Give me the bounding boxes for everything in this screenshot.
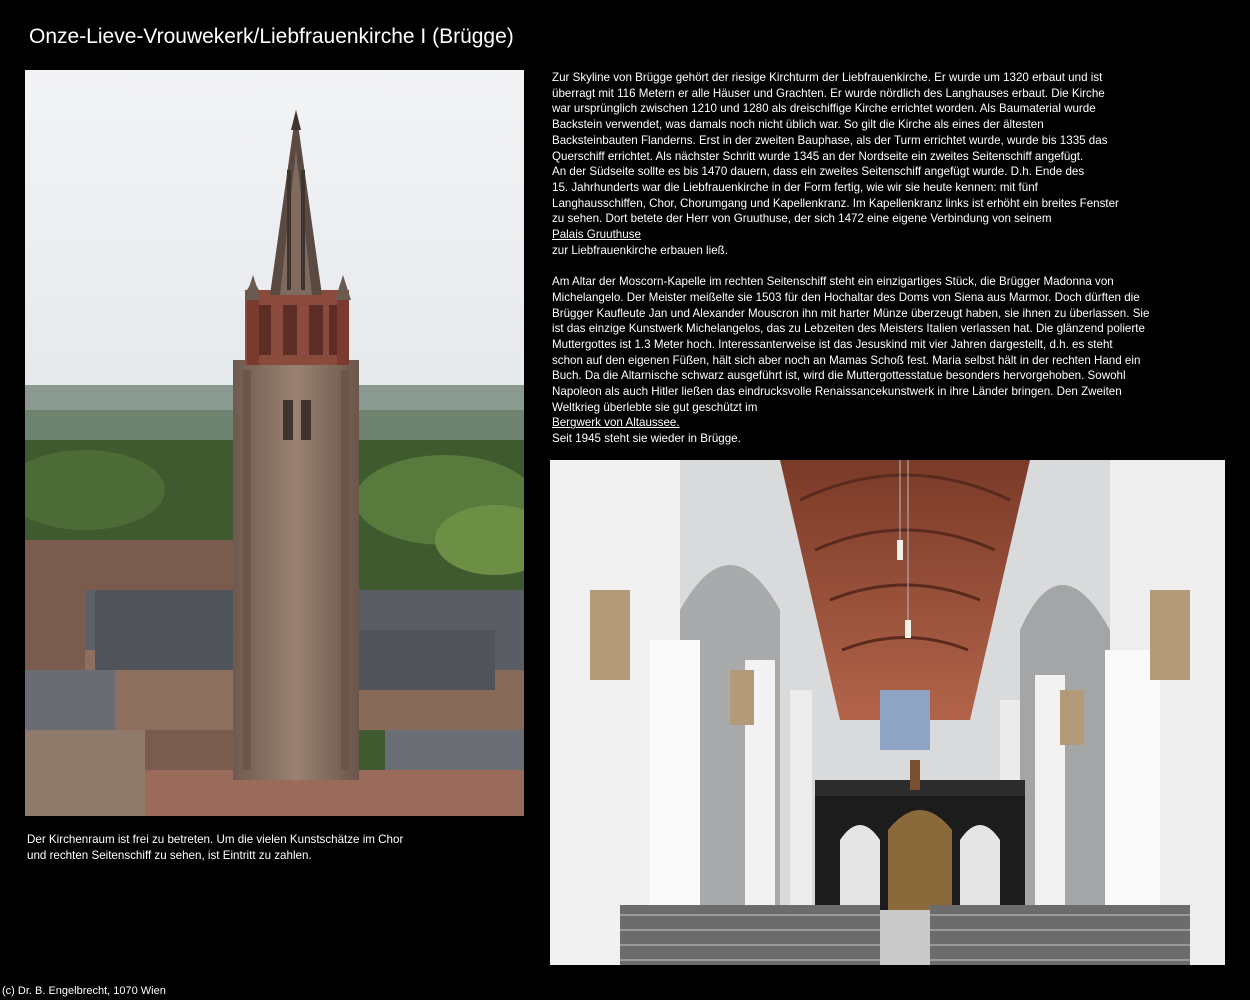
text-line: zu sehen. Dort betete der Herr von Gruuthuse, der sich 1472 eine eigene Verbindung von seinem — [552, 212, 1052, 226]
text-line: Zur Skyline von Brügge gehört der riesige Kirchturm der Liebfrauenkirche. Er wurde um 1320 erbaut und ist — [552, 71, 1103, 84]
text-line: Backstein verwendet, was damals noch nicht üblich war. So gilt die Kirche als eines der ältesten — [552, 118, 1044, 132]
text-line: Backsteinbauten Flanderns. Erst in der zweiten Bauphase, als der Turm errichtet wurde, wurde bis 1335 das — [552, 133, 1108, 147]
caption-line: Der Kirchenraum ist frei zu betreten. Um die vielen Kunstschätze im Chor — [27, 833, 404, 846]
bergwerk-altaussee-link[interactable]: Bergwerk von Altaussee. — [552, 416, 680, 430]
text-line: Napoleon als auch Hitler ließen das eindrucksvolle Renaissancekunstwerk in ihre Länder bringen. Den Zweiten — [552, 385, 1122, 399]
text-line: war ursprünglich zwischen 1210 und 1280 als dreischiffige Kirche errichtet worden. Als Baumaterial wurde — [552, 102, 1096, 116]
page-title: Onze-Lieve-Vrouwekerk/Liebfrauenkirche I (Brügge) — [29, 25, 514, 48]
text-line: schon auf den eigenen Füßen, hält sich aber noch an Mamas Schoß fest. Maria selbst hält in der rechten Hand ein — [552, 353, 1141, 367]
interior-photo — [550, 460, 1225, 965]
text-line: ist das einzige Kunstwerk Michelangelos, das zu Lebzeiten des Meisters Italien verlassen hat. Die glänzend polierte — [552, 322, 1145, 336]
copyright-text: (c) Dr. B. Engelbrecht, 1070 Wien — [2, 985, 166, 997]
tower-photo — [25, 70, 524, 816]
text-line: 15. Jahrhunderts war die Liebfrauenkirche in der Form fertig, wie wir sie heute kennen: mit fünf — [552, 180, 1038, 194]
text-line: Weltkrieg überlebte sie gut geschützt im — [552, 400, 758, 414]
text-line: An der Südseite sollte es bis 1470 dauern, dass ein zweites Seitenschiff angefügt wurde. D.h. Ende des — [552, 165, 1085, 179]
text-line: Am Altar der Moscorn-Kapelle im rechten Seitenschiff steht ein einzigartiges Stück, die Brügger Madonna von — [552, 275, 1114, 289]
text-line: zur Liebfrauenkirche erbauen ließ. — [552, 243, 728, 257]
text-line: Seit 1945 steht sie wieder in Brügge. — [552, 432, 741, 446]
text-line: Langhausschiffen, Chor, Chorumgang und Kapellenkranz. Im Kapellenkranz links ist erhöht ein breites Fenster — [552, 196, 1119, 210]
text-line: Muttergottes ist 1.3 Meter hoch. Interessanterweise ist das Jesuskind mit vier Jahren dargestellt, d.h. es steht — [552, 337, 1113, 351]
palais-gruuthuse-link[interactable]: Palais Gruuthuse — [552, 228, 641, 242]
caption-line: und rechten Seitenschiff zu sehen, ist Eintritt zu zahlen. — [27, 848, 312, 862]
text-line: überragt mit 116 Metern er alle Häuser und Grachten. Er wurde nördlich des Langhauses erbaut. Die Kirche — [552, 86, 1105, 100]
text-line: Querschiff errichtet. Als nächster Schritt wurde 1345 an der Nordseite ein zweites Seitenschiff angefügt. — [552, 149, 1084, 163]
text-line: Michelangelo. Der Meister meißelte sie 1503 für den Hochaltar des Doms von Siena aus Marmor. Doch dürften die — [552, 290, 1140, 304]
photo-caption — [27, 832, 507, 863]
text-line: Brügger Kaufleute Jan und Alexander Mouscron ihn mit harter Münze überzeugt haben, sie ihnen zu überlassen. Sie — [552, 306, 1150, 320]
text-line: Buch. Da die Altarnische schwarz ausgeführt ist, wird die Muttergottesstatue besonders hervorgehoben. Sowohl — [552, 369, 1126, 383]
description-text — [552, 70, 1202, 447]
